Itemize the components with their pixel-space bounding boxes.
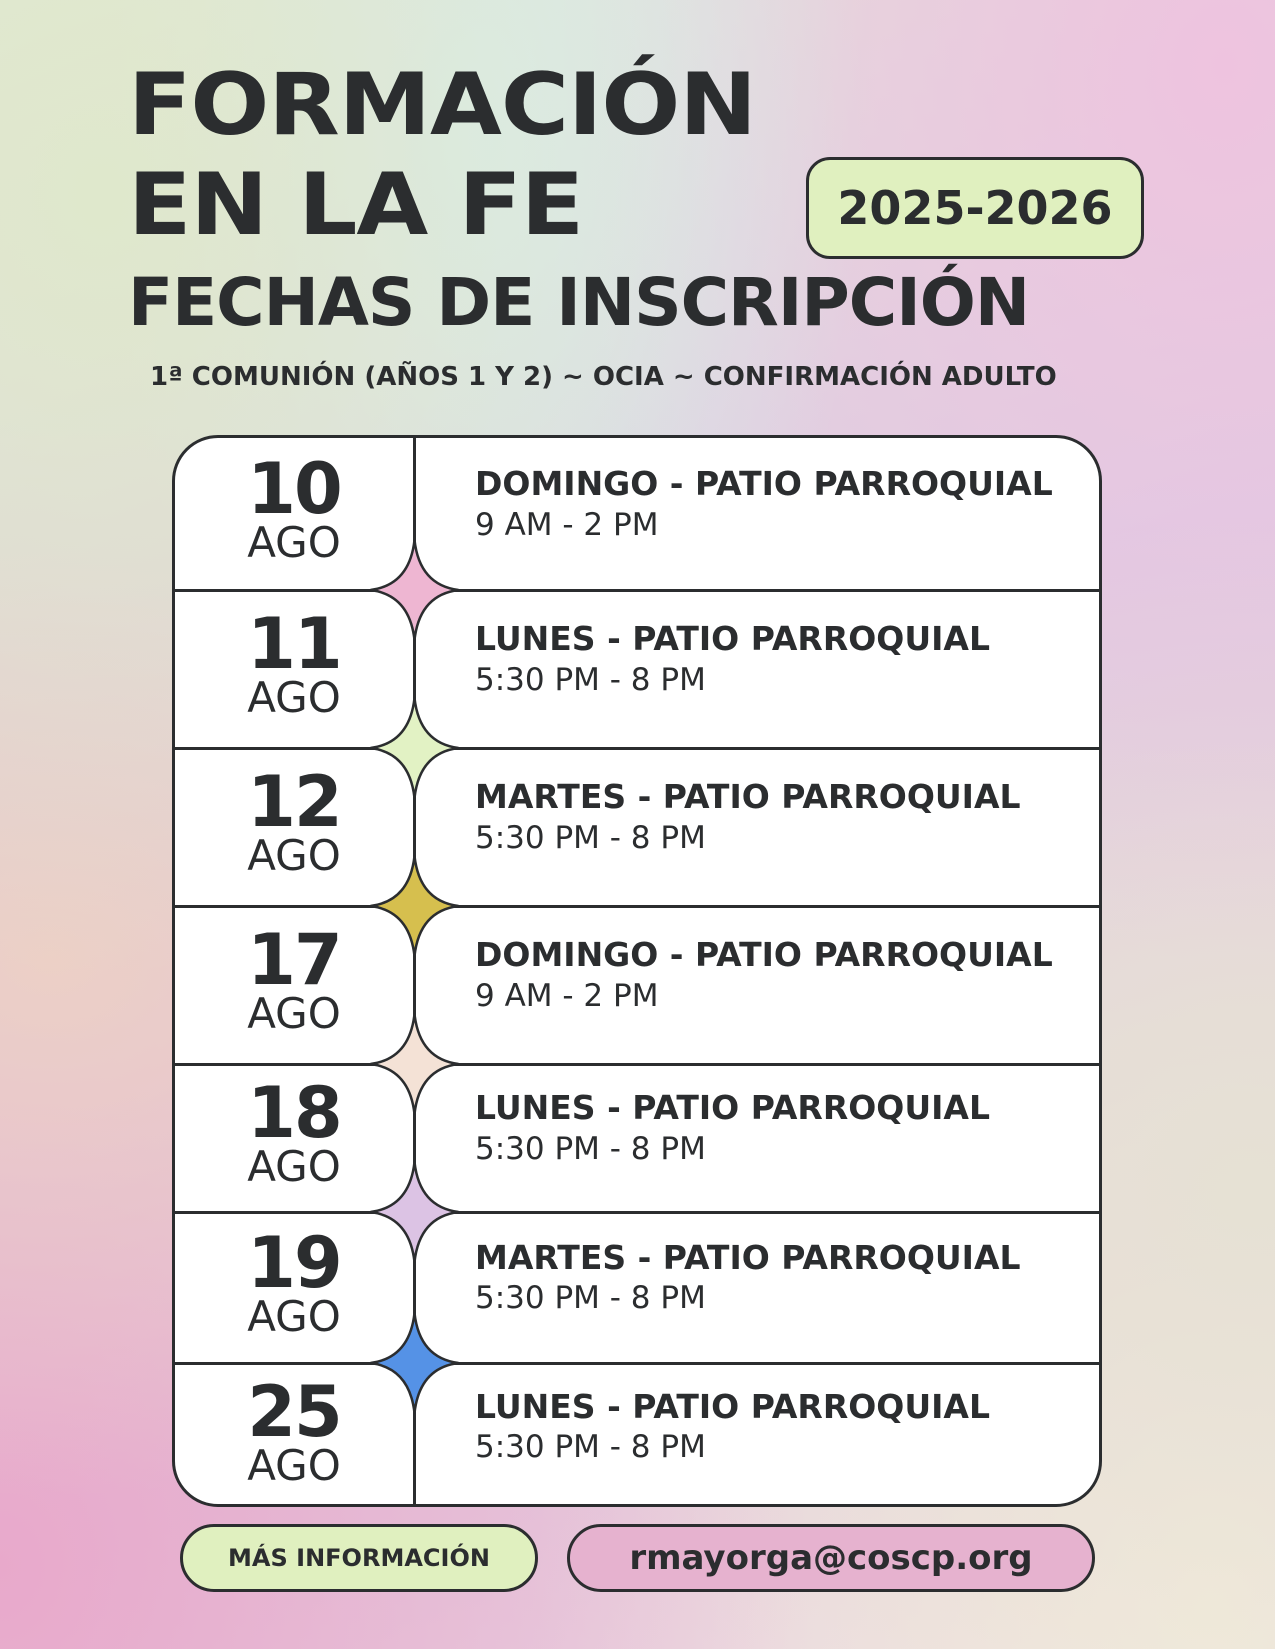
event-place: DOMINGO - PATIO PARROQUIAL: [475, 464, 1053, 503]
day-number: 11: [247, 603, 341, 685]
event-info: [475, 464, 1053, 547]
event-place: LUNES - PATIO PARROQUIAL: [475, 1386, 990, 1426]
date-cell: [175, 1370, 413, 1490]
title-line-2: EN LA FE: [128, 155, 584, 255]
event-info: [475, 1387, 990, 1470]
day-number: 19: [247, 1221, 341, 1304]
row-divider: [175, 1063, 1099, 1066]
row-divider: [175, 589, 1099, 592]
date-cell: [175, 603, 413, 722]
month-label: AGO: [247, 673, 341, 722]
registration-dates-heading: FECHAS DE INSCRIPCIÓN: [128, 264, 1030, 341]
day-number: 25: [247, 1370, 341, 1453]
event-hours: 5:30 PM - 8 PM: [475, 1280, 706, 1317]
title-line-1: FORMACIÓN: [128, 55, 756, 155]
schedule-row: [175, 438, 1099, 590]
day-number: 10: [247, 448, 341, 530]
programs-subtitle: 1ª COMUNIÓN (AÑOS 1 Y 2) ~ OCIA ~ CONFIRMACIÓN ADULTO: [150, 362, 1057, 392]
event-info: [475, 777, 1021, 860]
day-number: 18: [247, 1072, 341, 1154]
month-label: AGO: [247, 518, 341, 567]
date-cell: [175, 919, 413, 1038]
event-hours: 5:30 PM - 8 PM: [475, 661, 706, 698]
event-hours: 9 AM - 2 PM: [475, 506, 659, 543]
event-info: [475, 1238, 1021, 1321]
event-place: LUNES - PATIO PARROQUIAL: [475, 619, 990, 658]
year-badge: 2025-2026: [806, 157, 1144, 259]
date-cell: [175, 1072, 413, 1191]
row-divider: [175, 905, 1099, 908]
schedule-row: [175, 1064, 1099, 1212]
more-info-button[interactable]: MÁS INFORMACIÓN: [180, 1524, 538, 1592]
event-place: LUNES - PATIO PARROQUIAL: [475, 1088, 990, 1127]
date-cell: [175, 448, 413, 567]
month-label: AGO: [247, 1291, 341, 1341]
schedule-table: [172, 435, 1102, 1507]
event-info: [475, 619, 990, 702]
day-number: 12: [247, 761, 341, 843]
month-label: AGO: [247, 1142, 341, 1191]
event-hours: 5:30 PM - 8 PM: [475, 819, 706, 856]
event-info: [475, 935, 1053, 1018]
schedule-row: [175, 906, 1099, 1064]
month-label: AGO: [247, 831, 341, 880]
row-divider: [175, 1362, 1099, 1365]
email-link[interactable]: rmayorga@coscp.org: [567, 1524, 1095, 1592]
event-info: [475, 1088, 990, 1171]
schedule-row: [175, 748, 1099, 906]
date-cell: [175, 761, 413, 880]
event-place: MARTES - PATIO PARROQUIAL: [475, 1237, 1021, 1277]
date-cell: [175, 1221, 413, 1341]
event-place: DOMINGO - PATIO PARROQUIAL: [475, 935, 1053, 974]
event-hours: 5:30 PM - 8 PM: [475, 1429, 706, 1466]
event-place: MARTES - PATIO PARROQUIAL: [475, 777, 1021, 816]
schedule-row: [175, 1212, 1099, 1363]
event-hours: 5:30 PM - 8 PM: [475, 1130, 706, 1167]
event-hours: 9 AM - 2 PM: [475, 977, 659, 1014]
month-label: AGO: [247, 1440, 341, 1490]
schedule-row: [175, 590, 1099, 748]
day-number: 17: [247, 919, 341, 1001]
row-divider: [175, 747, 1099, 750]
schedule-row: [175, 1363, 1099, 1507]
month-label: AGO: [247, 989, 341, 1038]
row-divider: [175, 1211, 1099, 1214]
